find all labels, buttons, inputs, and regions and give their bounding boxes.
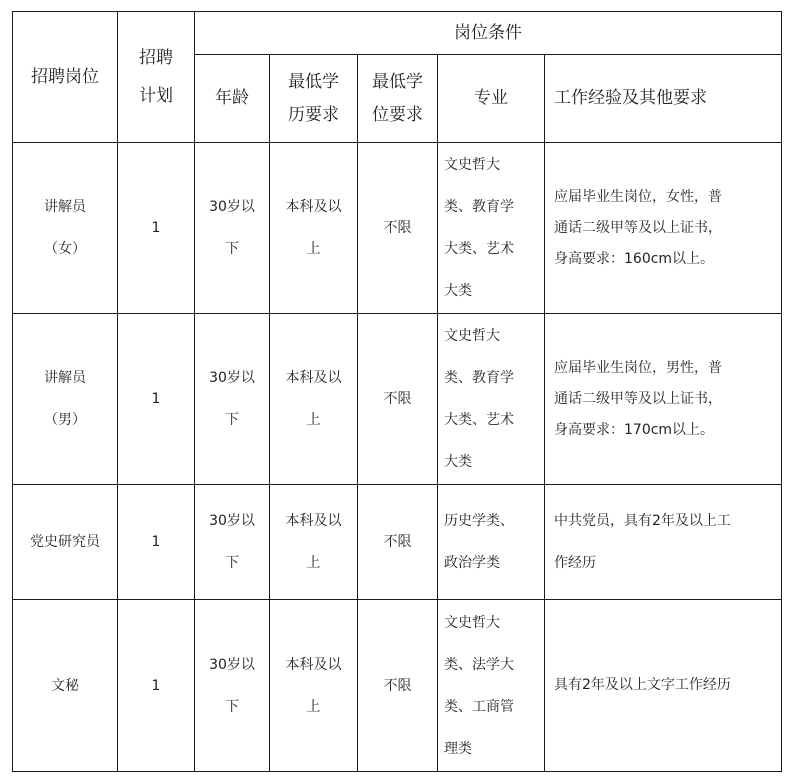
cell-degree-text: 不限 <box>383 391 412 407</box>
cell-major-text: 文史哲大 类、教育学 大类、艺术 大类 <box>444 328 514 470</box>
cell-major <box>438 485 545 600</box>
header-experience-label: 工作经验及其他要求 <box>554 88 707 108</box>
cell-plan <box>118 314 195 485</box>
cell-education <box>270 485 358 600</box>
cell-position-text: 讲解员 （男） <box>44 370 86 428</box>
cell-position <box>13 600 118 772</box>
cell-experience <box>545 143 782 314</box>
cell-position-text: 党史研究员 <box>30 534 100 550</box>
cell-education <box>270 314 358 485</box>
table-row <box>13 314 782 485</box>
cell-position-text: 讲解员 （女） <box>44 199 86 257</box>
cell-major-text: 文史哲大 类、法学大 类、工商管 理类 <box>444 614 514 757</box>
header-position <box>13 12 118 143</box>
recruitment-table <box>12 11 782 772</box>
cell-degree <box>358 314 438 485</box>
cell-age <box>195 314 270 485</box>
cell-education-text: 本科及以 上 <box>285 513 342 571</box>
table-row <box>13 485 782 600</box>
table-row <box>13 143 782 314</box>
cell-major <box>438 600 545 772</box>
cell-education <box>270 600 358 772</box>
cell-major <box>438 143 545 314</box>
cell-age <box>195 485 270 600</box>
header-age <box>195 55 270 143</box>
cell-major-text: 文史哲大 类、教育学 大类、艺术 大类 <box>444 157 514 299</box>
cell-education <box>270 143 358 314</box>
header-education-label: 最低学 历要求 <box>288 71 339 125</box>
cell-plan <box>118 485 195 600</box>
cell-plan <box>118 143 195 314</box>
cell-major-text: 历史学类、 政治学类 <box>444 513 514 571</box>
cell-plan-text: 1 <box>151 391 161 407</box>
cell-position-text: 文秘 <box>51 677 79 694</box>
header-major-label: 专业 <box>474 88 508 108</box>
cell-degree <box>358 600 438 772</box>
header-major <box>438 55 545 143</box>
header-education <box>270 55 358 143</box>
cell-position <box>13 314 118 485</box>
cell-age-text: 30岁以 下 <box>209 199 255 257</box>
cell-education-text: 本科及以 上 <box>285 656 342 715</box>
cell-experience <box>545 485 782 600</box>
header-conditions <box>195 12 782 55</box>
cell-degree <box>358 143 438 314</box>
cell-degree-text: 不限 <box>383 677 412 694</box>
cell-plan-text: 1 <box>151 534 161 550</box>
cell-degree-text: 不限 <box>383 220 412 236</box>
cell-age-text: 30岁以 下 <box>209 513 255 571</box>
header-degree-label: 最低学 位要求 <box>372 71 423 125</box>
cell-plan <box>118 600 195 772</box>
cell-position <box>13 143 118 314</box>
cell-experience-text: 应届毕业生岗位，女性，普 通话二级甲等及以上证书， 身高要求：160cm以上。 <box>554 188 722 267</box>
cell-position <box>13 485 118 600</box>
cell-age-text: 30岁以 下 <box>209 370 255 428</box>
cell-plan-text: 1 <box>151 220 161 236</box>
header-age-label: 年龄 <box>215 88 249 108</box>
cell-experience-text: 应届毕业生岗位，男性，普 通话二级甲等及以上证书， 身高要求：170cm以上。 <box>554 359 722 438</box>
cell-major <box>438 314 545 485</box>
header-conditions-label: 岗位条件 <box>454 22 522 43</box>
header-experience <box>545 55 782 143</box>
cell-experience <box>545 600 782 772</box>
cell-degree-text: 不限 <box>383 534 412 550</box>
header-plan <box>118 12 195 143</box>
table-row <box>13 600 782 772</box>
cell-experience-text: 具有2年及以上文字工作经历 <box>554 677 731 693</box>
header-degree <box>358 55 438 143</box>
cell-age <box>195 143 270 314</box>
header-plan-label: 招聘 计划 <box>139 48 173 106</box>
cell-education-text: 本科及以 上 <box>285 199 342 257</box>
cell-experience-text: 中共党员，具有2年及以上工 作经历 <box>554 513 731 571</box>
cell-plan-text: 1 <box>151 677 161 694</box>
cell-education-text: 本科及以 上 <box>285 370 342 428</box>
cell-age-text: 30岁以 下 <box>209 656 255 715</box>
header-position-label: 招聘岗位 <box>31 66 99 87</box>
cell-degree <box>358 485 438 600</box>
cell-experience <box>545 314 782 485</box>
cell-age <box>195 600 270 772</box>
